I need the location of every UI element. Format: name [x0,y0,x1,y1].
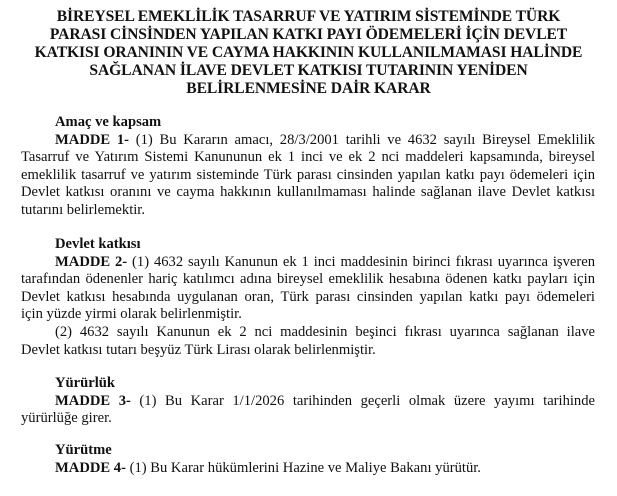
article-first-line [21,132,595,150]
article-label: MADDE 4- [55,459,126,476]
section-heading: Yürürlük [55,375,116,391]
article-line: Tasarruf ve Yatırım Sistemi Kanununun ek 1 inci ve ek 2 nci maddeleri kapsamında, bireysel [21,149,595,166]
title-line: KATKISI ORANININ VE CAYMA HAKKININ KULLANILMAMASI HALİNDE [34,44,583,61]
article-text: (1) Bu Karar 1/1/2026 tarihinden geçerli olmak üzere yayımı tarihinde [130,392,596,409]
section-effective-date [21,375,595,428]
article-first-line [21,393,595,411]
article-line: emeklilik tasarruf ve yatırım sisteminde Türk parası cinsinden yapılan katkı payı ödemeleri için [21,166,595,183]
article-label: MADDE 3- [55,392,131,409]
article-line: Devlet katkısı tutarı beşyüz Türk Lirası olarak belirlenmiştir. [21,341,376,358]
section-purpose-scope [21,114,595,220]
article-line: tarafından ödenenler hariç katılımcı adına bireysel emeklilik hesabına ödenen katkı payları için [21,271,595,288]
title-line: BELİRLENMESİNE DAİR KARAR [186,80,431,97]
section-heading: Devlet katkısı [55,236,141,252]
article-label: MADDE 1- [55,131,130,148]
document-title [20,8,597,98]
article-first-line [21,460,595,478]
article-line: için yüzde yirmi olarak belirlenmiştir. [21,306,242,323]
article-text: (1) Bu Karar hükümlerini Hazine ve Maliye Bakanı yürütür. [125,459,481,476]
section-heading: Amaç ve kapsam [55,114,162,130]
article-line: Devlet katkısı oranını ve cayma hakkının kullanılmaması halinde sağlanan ilave Devlet katkısı [21,184,595,201]
article-text: (1) Bu Kararın amacı, 28/3/2001 tarihli ve 4632 sayılı Bireysel Emeklilik [129,131,595,148]
article-text: (1) 4632 sayılı Kanunun ek 1 inci maddesinin birinci fıkrası uyarınca işveren [127,253,595,270]
section-state-contribution [21,236,595,359]
title-line: SAĞLANAN İLAVE DEVLET KATKISI TUTARININ YENİDEN [89,62,528,79]
article-line: tutarını belirlemektir. [21,201,146,218]
article-line: (2) 4632 sayılı Kanunun ek 2 nci maddesinin beşinci fıkrası uyarınca sağlanan ilave [55,323,595,340]
section-execution [21,442,595,477]
title-line: PARASI CİNSİNDEN YAPILAN KATKI PAYI ÖDEMELERİ İÇİN DEVLET [49,26,568,43]
article-line: yürürlüğe girer. [21,410,112,427]
section-heading: Yürütme [55,442,112,458]
article-line: Devlet katkısı hesabında uygulanan oran, Türk parası cinsinden yapılan katkı payı ödemeleri [21,288,595,305]
title-line: BİREYSEL EMEKLİLİK TASARRUF VE YATIRIM SİSTEMİNDE TÜRK [56,8,561,25]
article-first-line [21,254,595,272]
article-label: MADDE 2- [55,253,128,270]
